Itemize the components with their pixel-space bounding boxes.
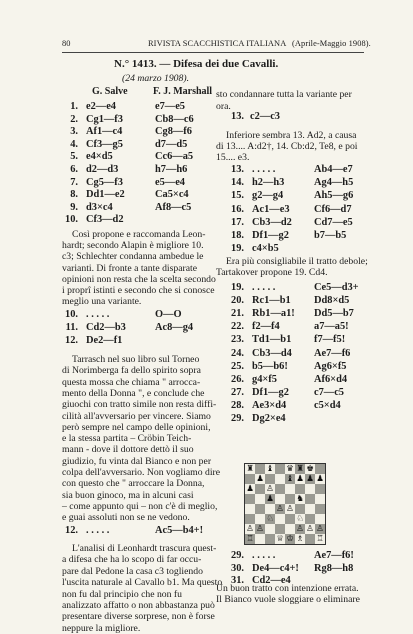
text-line: non fu dal principio che non fu bbox=[62, 588, 182, 600]
board-square bbox=[285, 524, 295, 534]
white-move: De4—c4+! bbox=[252, 562, 299, 574]
white-move: . . . . . bbox=[86, 525, 110, 536]
board-square bbox=[285, 474, 295, 484]
move-number: 29. bbox=[231, 550, 244, 561]
board-square bbox=[245, 524, 255, 534]
black-piece-icon: ♝ bbox=[266, 463, 274, 474]
black-move: Ag4—h5 bbox=[314, 177, 354, 189]
board-square bbox=[255, 524, 265, 534]
board-square bbox=[295, 514, 305, 524]
board-square bbox=[315, 504, 325, 514]
board-square bbox=[255, 494, 265, 504]
text-line: di Norimberga fa dello spirito sopra bbox=[62, 365, 201, 377]
white-move: e4×d5 bbox=[86, 151, 113, 163]
board-square bbox=[265, 534, 275, 544]
board-square bbox=[265, 514, 275, 524]
move-number: 31. bbox=[231, 575, 244, 587]
white-move: Dg2×e4 bbox=[252, 413, 286, 424]
text-line: mann - dove il dottore dettò il suo bbox=[62, 444, 194, 456]
board-square bbox=[295, 484, 305, 494]
move-number: 5. bbox=[70, 151, 78, 163]
text-line: con questo che " arroccare la Donna, bbox=[62, 478, 205, 490]
black-move: e7—e5 bbox=[155, 101, 186, 112]
move-number: 14. bbox=[231, 177, 244, 189]
move-number: 4. bbox=[70, 138, 78, 150]
text-line: ora. bbox=[216, 100, 231, 112]
board-square bbox=[305, 524, 315, 534]
move-number: 17. bbox=[231, 216, 244, 228]
text-line: cilità all'avversario per vincere. Siamo bbox=[62, 410, 211, 422]
black-piece-icon: ♛ bbox=[286, 463, 294, 474]
black-move: Cb8—c6 bbox=[155, 113, 194, 125]
board-square bbox=[315, 524, 325, 534]
move-number: 29. bbox=[231, 413, 244, 424]
board-square bbox=[245, 514, 255, 524]
white-move: g2—g4 bbox=[252, 190, 284, 202]
board-square bbox=[275, 494, 285, 504]
white-piece-icon: ♕ bbox=[276, 533, 284, 544]
white-move: c2—c3 bbox=[250, 111, 281, 122]
move-number: 11. bbox=[65, 321, 78, 333]
white-piece-icon: ♙ bbox=[316, 523, 324, 534]
black-move: f7—f5! bbox=[314, 334, 346, 346]
black-piece-icon: ♚ bbox=[306, 463, 314, 474]
white-move: Cd2—b3 bbox=[86, 321, 126, 333]
black-move: d7—d5 bbox=[155, 138, 188, 150]
board-square bbox=[285, 484, 295, 494]
black-move: Ae7—f6 bbox=[314, 347, 351, 359]
move-number: 22. bbox=[231, 321, 244, 333]
white-move: f2—f4 bbox=[252, 321, 280, 333]
text-line: Così propone e raccomanda Leon- bbox=[72, 229, 206, 240]
move-number: 19. bbox=[231, 282, 244, 293]
black-move: Ac5—b4+! bbox=[155, 525, 204, 536]
text-line: questa mossa che chiama " arrocca- bbox=[62, 376, 201, 388]
board-square bbox=[255, 534, 265, 544]
text-line: sia buon ginoco, ma in alcuni casi bbox=[62, 489, 194, 501]
page-number: 80 bbox=[62, 39, 71, 48]
move-number: 25. bbox=[231, 360, 244, 372]
white-move: Dd1—e2 bbox=[86, 189, 125, 201]
black-move: Dd5—b7 bbox=[314, 308, 354, 320]
white-move: Df1—g2 bbox=[252, 230, 289, 241]
board-square bbox=[315, 484, 325, 494]
white-move: Rc1—b1 bbox=[252, 295, 291, 307]
white-move: Rb1—a1! bbox=[252, 308, 295, 320]
white-move: Cb3—d2 bbox=[252, 216, 292, 228]
white-move: De2—f1 bbox=[86, 334, 123, 346]
player-white: G. Salve bbox=[92, 86, 128, 97]
white-piece-icon: ♘ bbox=[266, 513, 274, 524]
board-square bbox=[315, 514, 325, 524]
board-square bbox=[275, 524, 285, 534]
move-number: 21. bbox=[231, 308, 244, 320]
board-square bbox=[295, 474, 305, 484]
board-square bbox=[315, 494, 325, 504]
white-piece-icon: ♙ bbox=[256, 523, 264, 534]
move-number: 23. bbox=[231, 334, 244, 346]
text-line: e guai assoluti non se ne vedono. bbox=[62, 512, 190, 524]
board-square bbox=[305, 504, 315, 514]
white-move: Cg1—f3 bbox=[86, 113, 123, 125]
board-square bbox=[275, 474, 285, 484]
text-line: a difesa che ha lo scopo di far occu- bbox=[62, 554, 202, 566]
board-square bbox=[315, 534, 325, 544]
move-number: 18. bbox=[231, 230, 244, 241]
move-number: 27. bbox=[231, 386, 244, 398]
board-square bbox=[305, 484, 315, 494]
board-square bbox=[255, 464, 265, 474]
board-square bbox=[305, 494, 315, 504]
white-move: . . . . . bbox=[252, 550, 276, 561]
board-square bbox=[245, 534, 255, 544]
black-move: Ah5—g6 bbox=[314, 190, 354, 202]
white-move: . . . . . bbox=[252, 164, 276, 175]
board-square bbox=[275, 484, 285, 494]
black-move: Ae7—f6! bbox=[314, 550, 354, 561]
board-square bbox=[305, 464, 315, 474]
text-line: i proprî istinti e secondo che si conosce bbox=[62, 285, 215, 296]
board-square bbox=[245, 464, 255, 474]
black-move: Rg8—h8 bbox=[314, 562, 354, 574]
move-number: 2. bbox=[70, 113, 78, 125]
board-square bbox=[315, 464, 325, 474]
board-square bbox=[285, 494, 295, 504]
chess-diagram bbox=[244, 463, 326, 545]
white-move: d3×c4 bbox=[86, 201, 113, 213]
board-square bbox=[275, 514, 285, 524]
move-number: 10. bbox=[65, 309, 78, 320]
text-line: giuochi con tratto simile non resta diffi- bbox=[62, 399, 217, 411]
white-piece-icon: ♙ bbox=[286, 503, 294, 514]
white-move: . . . . . bbox=[252, 282, 276, 293]
white-piece-icon: ♙ bbox=[246, 523, 254, 534]
text-line: Il Bianco vuole sloggiare o eliminare bbox=[216, 594, 360, 606]
black-piece-icon: ♞ bbox=[296, 493, 304, 504]
black-move: h7—h6 bbox=[155, 164, 188, 175]
white-piece-icon: ♗ bbox=[296, 533, 304, 544]
text-line: pare dal Pedone la casa c3 togliendo bbox=[62, 565, 203, 577]
text-line: opinioni non resta che la scelta secondo bbox=[62, 273, 216, 285]
white-piece-icon: ♖ bbox=[316, 533, 324, 544]
move-number: 1. bbox=[70, 101, 78, 112]
black-piece-icon: ♟ bbox=[316, 473, 324, 484]
black-move: Cf6—d7 bbox=[314, 203, 352, 215]
board-square bbox=[295, 534, 305, 544]
black-move: Cc6—a5 bbox=[155, 151, 194, 163]
board-square bbox=[275, 534, 285, 544]
white-piece-icon: ♘ bbox=[296, 513, 304, 524]
board-square bbox=[295, 494, 305, 504]
black-piece-icon: ♟ bbox=[246, 483, 254, 494]
black-move: c7—c5 bbox=[314, 386, 345, 398]
white-move: . . . . . bbox=[86, 309, 110, 320]
black-move: Cg8—f6 bbox=[155, 126, 192, 138]
text-line: mento della Donna ", e conclude che bbox=[62, 387, 205, 399]
move-number: 30. bbox=[231, 562, 244, 574]
white-move: g4×f5 bbox=[252, 373, 277, 385]
text-line: 15.... e3. bbox=[216, 152, 250, 164]
white-move: Af1—c4 bbox=[86, 126, 123, 138]
text-line: però sempre nel campo delle opinioni, bbox=[62, 421, 211, 433]
black-move: Dd8×d5 bbox=[314, 295, 350, 307]
text-line: giudizio, fu vinta dal Bianco e non per bbox=[62, 455, 212, 467]
white-move: Cf3—g5 bbox=[86, 138, 123, 150]
board-square bbox=[245, 494, 255, 504]
move-number: 28. bbox=[231, 399, 244, 411]
black-piece-icon: ♟ bbox=[266, 493, 274, 504]
board-square bbox=[285, 514, 295, 524]
text-line: c3; Schlechter condanna ambedue le bbox=[62, 251, 204, 263]
board-square bbox=[265, 474, 275, 484]
move-number: 7. bbox=[70, 176, 78, 188]
white-move: d2—d3 bbox=[86, 164, 119, 175]
text-line: di 13.... A:d2†, 14. Cb:d2, Te8, e poi bbox=[216, 141, 358, 153]
white-piece-icon: ♖ bbox=[246, 533, 254, 544]
move-number: 8. bbox=[70, 189, 78, 201]
black-piece-icon: ♟ bbox=[256, 473, 264, 484]
board-square bbox=[265, 484, 275, 494]
move-number: 12. bbox=[65, 525, 78, 536]
black-piece-icon: ♜ bbox=[296, 463, 304, 474]
black-move: Af8—c5 bbox=[155, 201, 192, 213]
move-number: 6. bbox=[70, 164, 78, 175]
black-move: a7—a5! bbox=[314, 321, 349, 333]
move-number: 10. bbox=[65, 214, 78, 226]
board-square bbox=[265, 494, 275, 504]
text-line: presentare diverse sorprese, non è forse bbox=[62, 611, 215, 623]
journal-title: RIVISTA SCACCHISTICA ITALIANA bbox=[148, 39, 287, 48]
player-black: F. J. Marshall bbox=[153, 86, 213, 97]
board-square bbox=[275, 464, 285, 474]
board-square bbox=[305, 474, 315, 484]
black-move: Ca5×c4 bbox=[155, 189, 189, 201]
text-line: Era più consigliabile il tratto debole; bbox=[226, 256, 368, 267]
black-move: Ce5—d3+ bbox=[314, 282, 359, 293]
white-move: Td1—b1 bbox=[252, 334, 292, 346]
text-line: colpa dell'avversario. Non vogliamo dire bbox=[62, 467, 221, 478]
white-piece-icon: ♙ bbox=[276, 503, 284, 514]
black-piece-icon: ♟ bbox=[306, 473, 314, 484]
board-square bbox=[255, 504, 265, 514]
board-square bbox=[315, 474, 325, 484]
board-square bbox=[285, 504, 295, 514]
header-rule bbox=[62, 52, 364, 53]
move-number: 3. bbox=[70, 126, 78, 138]
board-square bbox=[265, 504, 275, 514]
move-number: 12. bbox=[65, 334, 78, 346]
black-move: Ac8—g4 bbox=[155, 321, 194, 333]
black-move: b7—b5 bbox=[314, 230, 347, 241]
board-square bbox=[295, 504, 305, 514]
white-piece-icon: ♙ bbox=[306, 523, 314, 534]
board-square bbox=[255, 514, 265, 524]
text-line: neppure la migliore. bbox=[62, 622, 141, 634]
black-piece-icon: ♟ bbox=[296, 473, 304, 484]
text-line: sto condannare tutta la variante per bbox=[216, 89, 352, 100]
move-number: 16. bbox=[231, 203, 244, 215]
board-square bbox=[295, 464, 305, 474]
text-line: Inferiore sembra 13. Ad2, a causa bbox=[226, 130, 357, 141]
black-piece-icon: ♜ bbox=[246, 463, 254, 474]
move-number: 19. bbox=[231, 243, 244, 255]
white-move: Ae3×d4 bbox=[252, 399, 287, 411]
text-line: meglio una variante. bbox=[62, 296, 142, 308]
white-piece-icon: ♙ bbox=[266, 483, 274, 494]
white-move: Cf3—d2 bbox=[86, 214, 124, 226]
black-move: c5×d4 bbox=[314, 399, 341, 411]
white-move: Df1—g2 bbox=[252, 386, 289, 398]
text-line: Tartakover propone 19. Cd4. bbox=[216, 267, 328, 279]
board-square bbox=[295, 524, 305, 534]
text-line: e la stessa partita – Cröbin Teich- bbox=[62, 433, 192, 445]
white-piece-icon: ♙ bbox=[296, 523, 304, 534]
text-line: L'analisi di Leonhardt trascura quest- bbox=[72, 543, 217, 554]
board-square bbox=[305, 514, 315, 524]
black-move: O—O bbox=[155, 309, 182, 320]
white-move: Ac1—e3 bbox=[252, 203, 290, 215]
move-number: 13. bbox=[231, 164, 244, 175]
text-line: Un buon tratto con intenzione errata. bbox=[216, 583, 359, 594]
white-move: h2—h3 bbox=[252, 177, 285, 189]
text-line: Tarrasch nel suo libro sul Torneo bbox=[72, 354, 200, 365]
board-square bbox=[245, 484, 255, 494]
black-move: Cd7—e5 bbox=[314, 216, 353, 228]
text-line: hardt; secondo Alapin è migliore 10. bbox=[62, 240, 204, 252]
game-title: N.° 1413. — Difesa dei due Cavalli. bbox=[114, 58, 279, 70]
board-square bbox=[255, 484, 265, 494]
board-square bbox=[305, 534, 315, 544]
black-move: Af6×d4 bbox=[314, 373, 348, 385]
black-move: Ab4—e7 bbox=[314, 164, 353, 175]
white-move: c4×b5 bbox=[252, 243, 279, 255]
text-line: varianti. Di fronte a tante disparate bbox=[62, 262, 198, 274]
white-move: Cg5—f3 bbox=[86, 176, 123, 188]
board-square bbox=[285, 464, 295, 474]
board-square bbox=[255, 474, 265, 484]
board-square bbox=[275, 504, 285, 514]
white-move: Cd2—e4 bbox=[252, 575, 291, 587]
black-piece-icon: ♝ bbox=[286, 473, 294, 484]
white-move: b5—b6! bbox=[252, 360, 288, 372]
white-move: Cb3—d4 bbox=[252, 347, 292, 359]
text-line: – come appunto qui – non c'è di meglio, bbox=[62, 500, 218, 512]
issue-date: (Aprile-Maggio 1908). bbox=[292, 39, 371, 48]
move-number: 13. bbox=[231, 111, 244, 122]
board-square bbox=[245, 474, 255, 484]
board-square bbox=[265, 464, 275, 474]
black-move: Ag6×f5 bbox=[314, 360, 347, 372]
move-number: 24. bbox=[231, 347, 244, 359]
white-move: e2—e4 bbox=[86, 101, 117, 112]
text-line: l'uscita naturale al Cavallo b1. Ma questo bbox=[62, 577, 223, 589]
move-number: 15. bbox=[231, 190, 244, 202]
white-piece-icon: ♔ bbox=[286, 533, 294, 544]
board-square bbox=[285, 534, 295, 544]
board-square bbox=[265, 524, 275, 534]
move-number: 26. bbox=[231, 373, 244, 385]
move-number: 9. bbox=[70, 201, 78, 213]
black-move: e5—e4 bbox=[155, 176, 186, 188]
move-number: 20. bbox=[231, 295, 244, 307]
game-date: (24 marzo 1908). bbox=[122, 73, 190, 84]
text-line: analizzato affatto o non abbastanza può bbox=[62, 600, 215, 611]
board-square bbox=[245, 504, 255, 514]
